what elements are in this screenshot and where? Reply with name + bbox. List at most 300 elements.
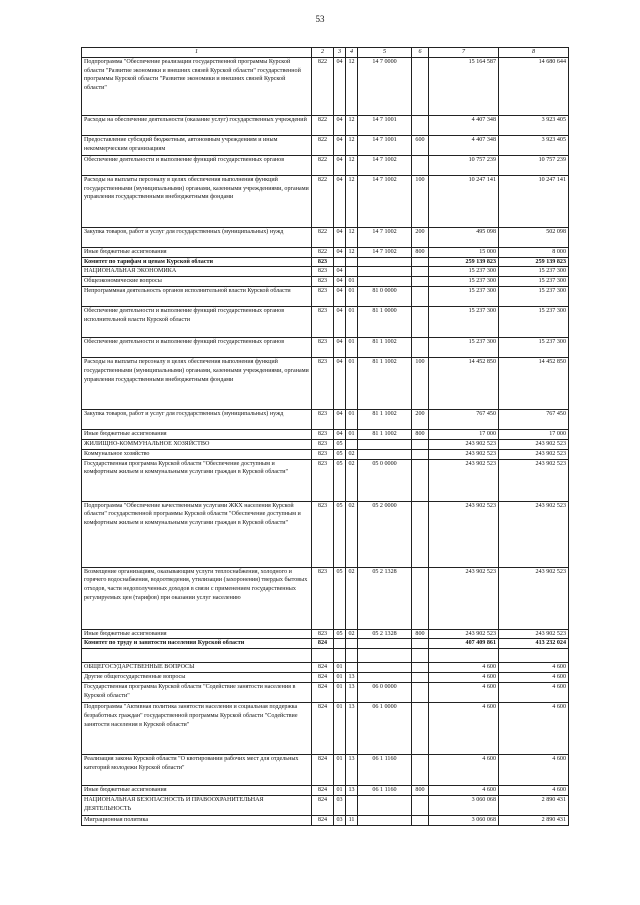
row-section-cell: 01 (334, 702, 346, 754)
row-amount-year1-cell: 243 902 523 (429, 449, 499, 459)
row-subsection-cell: 01 (346, 430, 358, 440)
row-admin-code-cell: 823 (312, 449, 334, 459)
row-amount-year1-cell: 15 164 587 (429, 57, 499, 115)
row-expense-type-cell: 100 (412, 358, 429, 410)
row-admin-code-cell: 822 (312, 247, 334, 257)
table-row (82, 785, 569, 795)
row-subsection-cell: 01 (346, 410, 358, 430)
row-expense-type-cell (412, 649, 429, 663)
row-section-cell: 04 (334, 175, 346, 227)
row-section-cell: 04 (334, 247, 346, 257)
row-expense-type-cell (412, 307, 429, 338)
row-amount-year2-cell: 259 139 823 (499, 257, 569, 267)
table-row (82, 449, 569, 459)
row-subsection-cell: 01 (346, 358, 358, 410)
row-section-cell: 04 (334, 135, 346, 155)
row-target-article-cell: 14 7 1002 (358, 155, 412, 175)
row-admin-code-cell: 822 (312, 57, 334, 115)
row-subsection-cell: 12 (346, 155, 358, 175)
row-admin-code-cell: 823 (312, 567, 334, 629)
row-section-cell: 03 (334, 815, 346, 825)
table-row (82, 649, 569, 663)
row-amount-year1-cell: 15 237 300 (429, 277, 499, 287)
row-name-cell: Расходы на обеспечение деятельности (оказание услуг) государственных учреждений (82, 115, 312, 135)
row-subsection-cell: 01 (346, 287, 358, 307)
row-amount-year2-cell: 243 902 523 (499, 567, 569, 629)
row-name-cell: Комитет по тарифам и ценам Курской области (82, 257, 312, 267)
row-section-cell: 03 (334, 795, 346, 815)
row-subsection-cell: 11 (346, 815, 358, 825)
table-row (82, 795, 569, 815)
row-amount-year2-cell: 15 237 300 (499, 338, 569, 358)
row-admin-code-cell: 823 (312, 358, 334, 410)
row-expense-type-cell (412, 449, 429, 459)
row-admin-code-cell: 824 (312, 785, 334, 795)
row-section-cell (334, 649, 346, 663)
row-section-cell: 01 (334, 785, 346, 795)
row-amount-year1-cell: 14 452 850 (429, 358, 499, 410)
row-name-cell: Подпрограмма "Обеспечение реализации государственной программы Курской области "Развитие экономики и внешних связей Курской области" государственной программы Курской области "Развитие экономики и внешних связей Курской области" (82, 57, 312, 115)
row-target-article-cell: 06 1 1160 (358, 754, 412, 785)
row-section-cell: 04 (334, 155, 346, 175)
row-name-cell: Предоставление субсидий бюджетным, автономным учреждениям и иным некоммерческим организациям (82, 135, 312, 155)
header-cell: 5 (358, 48, 412, 58)
row-amount-year1-cell: 243 902 523 (429, 439, 499, 449)
row-subsection-cell (346, 663, 358, 673)
row-admin-code-cell: 823 (312, 439, 334, 449)
row-subsection-cell (346, 639, 358, 649)
row-expense-type-cell: 800 (412, 629, 429, 639)
row-name-cell: Непрограммная деятельность органов исполнительной власти Курской области (82, 287, 312, 307)
row-amount-year1-cell: 4 407 348 (429, 135, 499, 155)
row-admin-code-cell: 824 (312, 754, 334, 785)
row-target-article-cell (358, 439, 412, 449)
row-name-cell: Обеспечение деятельности и выполнение функций государственных органов (82, 338, 312, 358)
row-admin-code-cell: 824 (312, 639, 334, 649)
row-target-article-cell: 81 1 1002 (358, 338, 412, 358)
row-name-cell: Иные бюджетные ассигнования (82, 247, 312, 257)
row-expense-type-cell: 800 (412, 785, 429, 795)
row-expense-type-cell (412, 257, 429, 267)
row-name-cell: Комитет по труду и занятости населения Курской области (82, 639, 312, 649)
row-subsection-cell: 12 (346, 247, 358, 257)
row-admin-code-cell: 823 (312, 501, 334, 567)
row-subsection-cell: 02 (346, 629, 358, 639)
row-amount-year2-cell: 3 923 405 (499, 135, 569, 155)
row-amount-year2-cell: 14 452 850 (499, 358, 569, 410)
row-expense-type-cell (412, 57, 429, 115)
row-amount-year1-cell: 3 060 068 (429, 795, 499, 815)
table-row (82, 430, 569, 440)
table-row (82, 338, 569, 358)
table-row (82, 287, 569, 307)
row-subsection-cell: 12 (346, 135, 358, 155)
row-admin-code-cell: 823 (312, 629, 334, 639)
header-cell: 4 (346, 48, 358, 58)
row-subsection-cell (346, 439, 358, 449)
row-amount-year1-cell: 243 902 523 (429, 629, 499, 639)
row-amount-year1-cell: 243 902 523 (429, 567, 499, 629)
row-amount-year2-cell: 243 902 523 (499, 439, 569, 449)
row-target-article-cell: 05 2 1328 (358, 629, 412, 639)
table-row (82, 410, 569, 430)
row-amount-year2-cell: 2 890 431 (499, 815, 569, 825)
row-expense-type-cell (412, 795, 429, 815)
row-section-cell: 01 (334, 682, 346, 702)
row-subsection-cell: 02 (346, 449, 358, 459)
row-amount-year1-cell: 15 237 300 (429, 338, 499, 358)
row-expense-type-cell (412, 338, 429, 358)
row-amount-year1-cell: 17 000 (429, 430, 499, 440)
row-name-cell: Расходы на выплаты персоналу в целях обеспечения выполнения функций государственными (муниципальными) органами, казенными учреждениями, органами управления государственными внебюджетными фондами (82, 175, 312, 227)
row-amount-year1-cell: 15 000 (429, 247, 499, 257)
row-admin-code-cell: 823 (312, 277, 334, 287)
row-admin-code-cell: 824 (312, 815, 334, 825)
row-name-cell: Подпрограмма "Обеспечение качественными услугами ЖКХ населения Курской области" государственной программы Курской области "Обеспечение доступным и комфортным жильем и коммунальными услугами граждан в Курской области" (82, 501, 312, 567)
row-name-cell: Коммунальное хозяйство (82, 449, 312, 459)
row-amount-year1-cell: 4 600 (429, 663, 499, 673)
row-target-article-cell: 14 7 0000 (358, 57, 412, 115)
row-target-article-cell (358, 449, 412, 459)
row-amount-year1-cell: 495 098 (429, 227, 499, 247)
row-expense-type-cell: 100 (412, 175, 429, 227)
row-amount-year2-cell: 8 000 (499, 247, 569, 257)
row-amount-year1-cell: 259 139 823 (429, 257, 499, 267)
row-admin-code-cell: 823 (312, 257, 334, 267)
row-subsection-cell: 13 (346, 754, 358, 785)
row-expense-type-cell (412, 277, 429, 287)
row-name-cell: Подпрограмма "Активная политика занятости населения и социальная поддержка безработных граждан" государственной программы Курской области "Содействие занятости населения в Курской области" (82, 702, 312, 754)
row-amount-year2-cell: 10 247 141 (499, 175, 569, 227)
row-target-article-cell (358, 267, 412, 277)
row-name-cell: Обеспечение деятельности и выполнение функций государственных органов (82, 155, 312, 175)
row-subsection-cell (346, 267, 358, 277)
row-expense-type-cell (412, 459, 429, 501)
row-expense-type-cell: 800 (412, 430, 429, 440)
row-amount-year1-cell: 4 407 348 (429, 115, 499, 135)
row-section-cell: 05 (334, 629, 346, 639)
table-row (82, 663, 569, 673)
row-section-cell (334, 639, 346, 649)
row-target-article-cell (358, 649, 412, 663)
table-row (82, 227, 569, 247)
table-row (82, 115, 569, 135)
table-row (82, 155, 569, 175)
row-expense-type-cell (412, 639, 429, 649)
row-subsection-cell (346, 257, 358, 267)
table-row (82, 439, 569, 449)
row-amount-year2-cell: 243 902 523 (499, 459, 569, 501)
row-admin-code-cell: 824 (312, 682, 334, 702)
row-target-article-cell: 05 0 0000 (358, 459, 412, 501)
row-name-cell: Иные бюджетные ассигнования (82, 430, 312, 440)
row-section-cell: 04 (334, 358, 346, 410)
row-section-cell: 04 (334, 227, 346, 247)
row-target-article-cell: 06 0 0000 (358, 682, 412, 702)
row-subsection-cell: 01 (346, 277, 358, 287)
row-amount-year2-cell: 14 680 644 (499, 57, 569, 115)
row-section-cell: 01 (334, 663, 346, 673)
header-cell: 7 (429, 48, 499, 58)
row-amount-year1-cell: 4 600 (429, 682, 499, 702)
header-cell: 1 (82, 48, 312, 58)
table-row (82, 135, 569, 155)
row-subsection-cell: 01 (346, 307, 358, 338)
row-amount-year2-cell: 4 600 (499, 673, 569, 683)
row-expense-type-cell (412, 702, 429, 754)
row-section-cell: 04 (334, 410, 346, 430)
row-amount-year1-cell: 15 237 300 (429, 267, 499, 277)
row-target-article-cell: 81 1 1002 (358, 358, 412, 410)
table-row (82, 257, 569, 267)
row-section-cell: 05 (334, 501, 346, 567)
row-name-cell: ОБЩЕГОСУДАРСТВЕННЫЕ ВОПРОСЫ (82, 663, 312, 673)
row-amount-year2-cell: 4 600 (499, 702, 569, 754)
row-admin-code-cell: 824 (312, 702, 334, 754)
row-amount-year1-cell: 243 902 523 (429, 459, 499, 501)
row-expense-type-cell (412, 155, 429, 175)
row-section-cell: 04 (334, 338, 346, 358)
row-amount-year1-cell: 10 247 141 (429, 175, 499, 227)
row-section-cell: 01 (334, 673, 346, 683)
table-row (82, 247, 569, 257)
row-name-cell: НАЦИОНАЛЬНАЯ БЕЗОПАСНОСТЬ И ПРАВООХРАНИТЕЛЬНАЯ ДЕЯТЕЛЬНОСТЬ (82, 795, 312, 815)
row-amount-year2-cell: 17 000 (499, 430, 569, 440)
row-subsection-cell: 13 (346, 785, 358, 795)
table-row (82, 175, 569, 227)
row-admin-code-cell (312, 649, 334, 663)
row-amount-year2-cell: 413 232 024 (499, 639, 569, 649)
row-amount-year1-cell: 15 237 300 (429, 287, 499, 307)
row-target-article-cell (358, 663, 412, 673)
row-subsection-cell (346, 795, 358, 815)
row-amount-year2-cell: 502 098 (499, 227, 569, 247)
row-name-cell: Закупка товаров, работ и услуг для государственных (муниципальных) нужд (82, 227, 312, 247)
row-target-article-cell (358, 795, 412, 815)
row-admin-code-cell: 823 (312, 307, 334, 338)
table-row (82, 267, 569, 277)
table-row (82, 815, 569, 825)
table-row (82, 307, 569, 338)
row-amount-year1-cell: 3 060 068 (429, 815, 499, 825)
row-subsection-cell: 13 (346, 673, 358, 683)
row-name-cell: Возмещение организациям, оказывающим услуги теплоснабжения, холодного и горячего водоснабжения, водоотведения, утилизации (захоронения) твердых бытовых отходов, части недополученных доходов в связи с применением государственных регулируемых цен (тарифов) при оказании услуг населению (82, 567, 312, 629)
row-amount-year2-cell: 4 600 (499, 785, 569, 795)
row-subsection-cell: 12 (346, 227, 358, 247)
row-admin-code-cell: 822 (312, 227, 334, 247)
row-amount-year1-cell: 767 450 (429, 410, 499, 430)
row-name-cell: Расходы на выплаты персоналу в целях обеспечения выполнения функций государственными (муниципальными) органами, казенными учреждениями, органами управления государственными внебюджетными фондами (82, 358, 312, 410)
row-target-article-cell: 14 7 1001 (358, 115, 412, 135)
table-row (82, 702, 569, 754)
table-header-row (82, 48, 569, 58)
row-subsection-cell (346, 649, 358, 663)
row-amount-year2-cell: 15 237 300 (499, 277, 569, 287)
header-cell: 6 (412, 48, 429, 58)
row-name-cell (82, 649, 312, 663)
row-expense-type-cell (412, 115, 429, 135)
row-name-cell: ЖИЛИЩНО-КОММУНАЛЬНОЕ ХОЗЯЙСТВО (82, 439, 312, 449)
row-subsection-cell: 13 (346, 682, 358, 702)
row-admin-code-cell: 822 (312, 175, 334, 227)
table-row (82, 358, 569, 410)
budget-table-body (82, 48, 569, 826)
row-amount-year1-cell (429, 649, 499, 663)
row-name-cell: НАЦИОНАЛЬНАЯ ЭКОНОМИКА (82, 267, 312, 277)
row-admin-code-cell: 823 (312, 338, 334, 358)
table-row (82, 682, 569, 702)
row-name-cell: Миграционная политика (82, 815, 312, 825)
row-amount-year1-cell: 407 409 861 (429, 639, 499, 649)
row-amount-year1-cell: 4 600 (429, 673, 499, 683)
row-amount-year2-cell: 15 237 300 (499, 307, 569, 338)
row-section-cell: 04 (334, 287, 346, 307)
row-expense-type-cell (412, 754, 429, 785)
row-expense-type-cell (412, 682, 429, 702)
row-admin-code-cell: 823 (312, 410, 334, 430)
row-target-article-cell: 14 7 1002 (358, 227, 412, 247)
table-row (82, 501, 569, 567)
row-target-article-cell: 14 7 1001 (358, 135, 412, 155)
row-amount-year1-cell: 4 600 (429, 785, 499, 795)
row-expense-type-cell (412, 663, 429, 673)
row-amount-year2-cell (499, 649, 569, 663)
table-row (82, 629, 569, 639)
table-row (82, 639, 569, 649)
row-amount-year2-cell: 4 600 (499, 754, 569, 785)
row-section-cell: 05 (334, 449, 346, 459)
row-amount-year1-cell: 4 600 (429, 702, 499, 754)
row-section-cell: 04 (334, 307, 346, 338)
budget-table (81, 47, 569, 826)
row-subsection-cell: 13 (346, 702, 358, 754)
row-amount-year2-cell: 4 600 (499, 682, 569, 702)
row-amount-year2-cell: 3 923 405 (499, 115, 569, 135)
row-amount-year2-cell: 767 450 (499, 410, 569, 430)
row-name-cell: Иные бюджетные ассигнования (82, 785, 312, 795)
row-target-article-cell: 06 1 0000 (358, 702, 412, 754)
row-section-cell: 04 (334, 430, 346, 440)
header-cell: 8 (499, 48, 569, 58)
row-name-cell: Другие общегосударственные вопросы (82, 673, 312, 683)
row-target-article-cell: 14 7 1002 (358, 175, 412, 227)
row-admin-code-cell: 822 (312, 155, 334, 175)
row-name-cell: Государственная программа Курской области "Обеспечение доступным и комфортным жильем и коммунальными услугами граждан в Курской области" (82, 459, 312, 501)
row-admin-code-cell: 823 (312, 267, 334, 277)
row-subsection-cell: 12 (346, 175, 358, 227)
table-row (82, 277, 569, 287)
table-row (82, 459, 569, 501)
row-admin-code-cell: 824 (312, 673, 334, 683)
row-target-article-cell: 81 0 0000 (358, 287, 412, 307)
row-admin-code-cell: 824 (312, 795, 334, 815)
table-row (82, 673, 569, 683)
row-expense-type-cell (412, 439, 429, 449)
page-number: 53 (315, 14, 325, 24)
row-expense-type-cell (412, 501, 429, 567)
row-amount-year2-cell: 2 890 431 (499, 795, 569, 815)
row-admin-code-cell: 822 (312, 135, 334, 155)
row-target-article-cell: 81 1 1002 (358, 410, 412, 430)
row-expense-type-cell: 200 (412, 410, 429, 430)
row-expense-type-cell: 600 (412, 135, 429, 155)
row-target-article-cell (358, 673, 412, 683)
row-name-cell: Государственная программа Курской области "Содействие занятости населения в Курской области" (82, 682, 312, 702)
row-expense-type-cell (412, 673, 429, 683)
table-row (82, 57, 569, 115)
row-name-cell: Обеспечение деятельности и выполнение функций государственных органов исполнительной власти Курской области (82, 307, 312, 338)
row-subsection-cell: 02 (346, 567, 358, 629)
row-target-article-cell (358, 639, 412, 649)
row-subsection-cell: 02 (346, 501, 358, 567)
row-admin-code-cell: 823 (312, 430, 334, 440)
header-cell: 2 (312, 48, 334, 58)
table-row (82, 754, 569, 785)
header-cell: 3 (334, 48, 346, 58)
row-target-article-cell (358, 277, 412, 287)
row-name-cell: Закупка товаров, работ и услуг для государственных (муниципальных) нужд (82, 410, 312, 430)
row-section-cell: 04 (334, 57, 346, 115)
row-section-cell (334, 257, 346, 267)
row-expense-type-cell (412, 287, 429, 307)
row-section-cell: 05 (334, 459, 346, 501)
row-target-article-cell: 05 2 1328 (358, 567, 412, 629)
row-amount-year2-cell: 4 600 (499, 663, 569, 673)
row-subsection-cell: 12 (346, 57, 358, 115)
row-amount-year2-cell: 15 237 300 (499, 287, 569, 307)
row-amount-year1-cell: 15 237 300 (429, 307, 499, 338)
row-expense-type-cell: 200 (412, 227, 429, 247)
row-amount-year2-cell: 243 902 523 (499, 449, 569, 459)
row-name-cell: Иные бюджетные ассигнования (82, 629, 312, 639)
row-expense-type-cell (412, 567, 429, 629)
row-amount-year2-cell: 15 237 300 (499, 267, 569, 277)
row-amount-year1-cell: 10 757 239 (429, 155, 499, 175)
row-amount-year1-cell: 4 600 (429, 754, 499, 785)
row-admin-code-cell: 823 (312, 459, 334, 501)
row-amount-year2-cell: 243 902 523 (499, 501, 569, 567)
row-section-cell: 05 (334, 567, 346, 629)
row-expense-type-cell (412, 815, 429, 825)
row-expense-type-cell (412, 267, 429, 277)
row-target-article-cell (358, 257, 412, 267)
row-section-cell: 04 (334, 277, 346, 287)
row-target-article-cell: 81 1 1002 (358, 430, 412, 440)
row-subsection-cell: 02 (346, 459, 358, 501)
row-name-cell: Реализация закона Курской области "О квотировании рабочих мест для отдельных категорий молодежи Курской области" (82, 754, 312, 785)
row-section-cell: 05 (334, 439, 346, 449)
row-amount-year2-cell: 243 902 523 (499, 629, 569, 639)
row-target-article-cell: 06 1 1160 (358, 785, 412, 795)
row-target-article-cell: 81 1 0000 (358, 307, 412, 338)
row-admin-code-cell: 824 (312, 663, 334, 673)
row-name-cell: Общеэкономические вопросы (82, 277, 312, 287)
row-amount-year1-cell: 243 902 523 (429, 501, 499, 567)
row-subsection-cell: 12 (346, 115, 358, 135)
row-amount-year2-cell: 10 757 239 (499, 155, 569, 175)
row-section-cell: 04 (334, 267, 346, 277)
row-admin-code-cell: 822 (312, 115, 334, 135)
row-section-cell: 01 (334, 754, 346, 785)
row-expense-type-cell: 800 (412, 247, 429, 257)
row-target-article-cell (358, 815, 412, 825)
row-subsection-cell: 01 (346, 338, 358, 358)
row-admin-code-cell: 823 (312, 287, 334, 307)
row-target-article-cell: 05 2 0000 (358, 501, 412, 567)
table-row (82, 567, 569, 629)
row-section-cell: 04 (334, 115, 346, 135)
row-target-article-cell: 14 7 1002 (358, 247, 412, 257)
